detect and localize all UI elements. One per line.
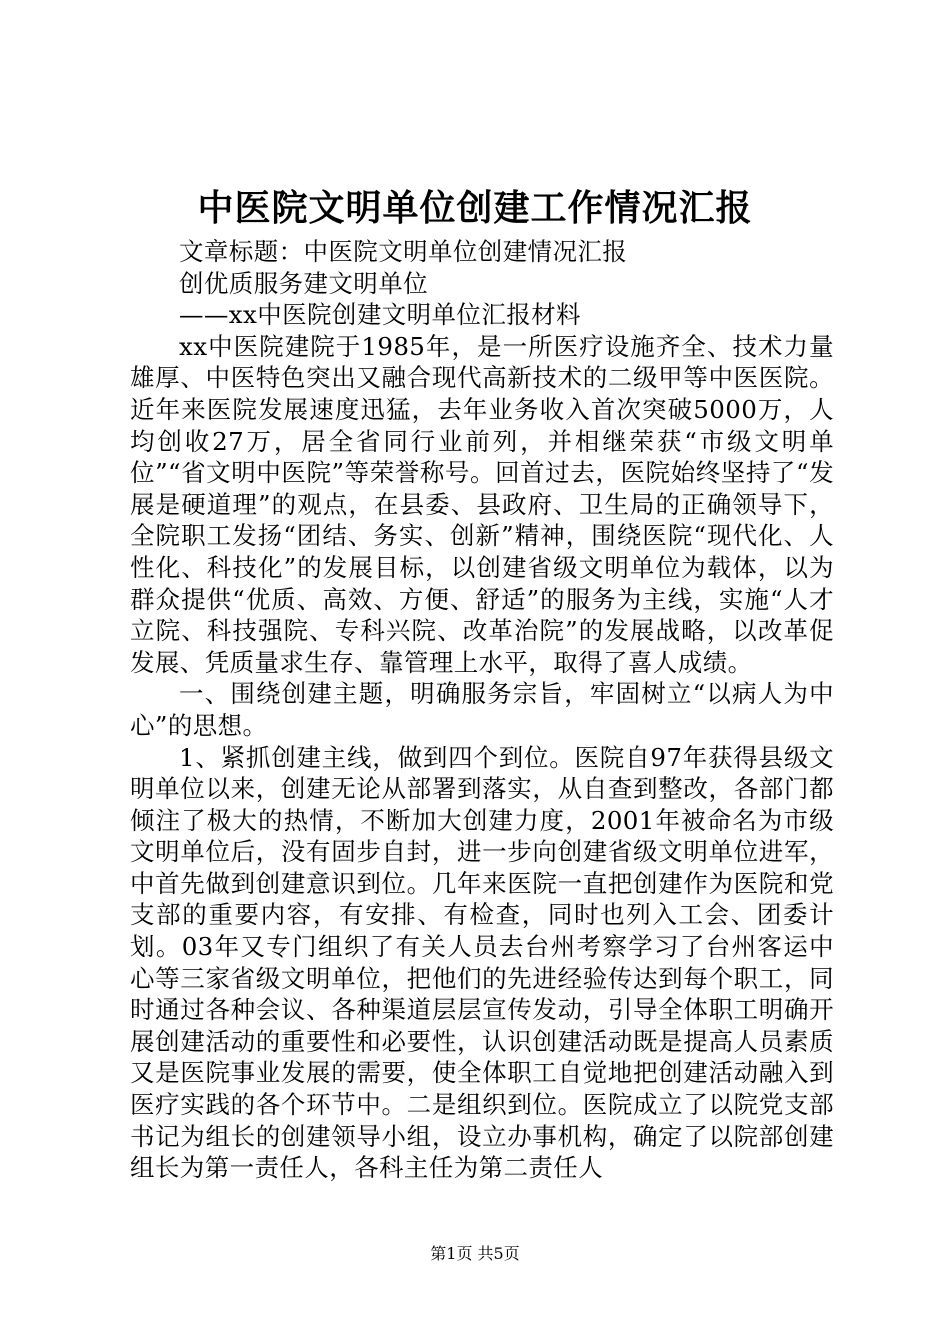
- paragraph-intro: xx中医院建院于1985年，是一所医疗设施齐全、技术力量雄厚、中医特色突出又融合现代高新技术的二级甲等中医医院。近年来医院发展速度迅猛，去年业务收入首次突破5000万，人均创收27万，居全省同行业前列，并相继荣获“市级文明单位”“省文明中医院”等荣誉称号。回首过去，医院始终坚持了“发展是硬道理”的观点，在县委、县政府、卫生局的正确领导下，全院职工发扬“团结、务实、创新”精神，围绕医院“现代化、人性化、科技化”的发展目标，以创建省级文明单位为载体，以为群众提供“优质、高效、方便、舒适”的服务为主线，实施“人才立院、科技强院、专科兴院、改革治院”的发展战略，以改革促发展、凭质量求生存、靠管理上水平，取得了喜人成绩。: [130, 331, 834, 677]
- paragraph-subtitle-source: ——xx中医院创建文明单位汇报材料: [179, 300, 581, 330]
- paragraph-section-heading: 一、围绕创建主题，明确服务宗旨，牢固树立“以病人为中心”的思想。: [130, 679, 834, 740]
- document-title: 中医院文明单位创建工作情况汇报: [197, 188, 753, 229]
- document-body: [130, 236, 834, 1184]
- paragraph-subtitle: 创优质服务建文明单位: [179, 268, 428, 298]
- page-number-footer: 第1页 共5页: [430, 1244, 520, 1263]
- paragraph-article-heading: 文章标题：中医院文明单位创建情况汇报: [179, 237, 628, 266]
- paragraph-section-1: 1、紧抓创建主线，做到四个到位。医院自97年获得县级文明单位以来，创建无论从部署到落实，从自查到整改，各部门都倾注了极大的热情，不断加大创建力度，2001年被命名为市级文明单位后，没有固步自封，进一步向创建省级文明单位进军，中首先做到创建意识到位。几年来医院一直把创建作为医院和党支部的重要内容，有安排、有检查，同时也列入工会、团委计划。03年又专门组织了有关人员去台州考察学习了台州客运中心等三家省级文明单位，把他们的先进经验传达到每个职工，同时通过各种会议、各种渠道层层宣传发动，引导全体职工明确开展创建活动的重要性和必要性，认识创建活动既是提高人员素质又是医院事业发展的需要，使全体职工自觉地把创建活动融入到医疗实践的各个环节中。二是组织到位。医院成立了以院党支部书记为组长的创建领导小组，设立办事机构，确定了以院部创建组长为第一责任人，各科主任为第二责任人: [130, 742, 834, 1183]
